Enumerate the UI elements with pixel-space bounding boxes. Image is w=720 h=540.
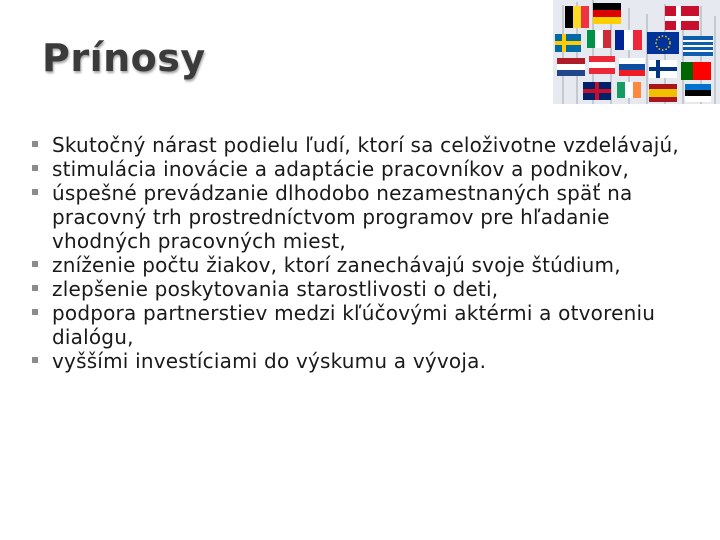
bullet-list bbox=[32, 133, 692, 373]
bullet-item bbox=[32, 253, 692, 277]
bullet-text: stimulácia inovácie a adaptácie pracovníkov a podnikov, bbox=[52, 157, 630, 181]
bullet-marker-icon bbox=[32, 309, 38, 315]
bullet-item bbox=[32, 301, 692, 349]
bullet-marker-icon bbox=[32, 189, 38, 195]
bullet-text: zlepšenie poskytovania starostlivosti o deti, bbox=[52, 277, 499, 301]
bullet-marker-icon bbox=[32, 165, 38, 171]
flags-image bbox=[553, 0, 720, 104]
bullet-text: Skutočný nárast podielu ľudí, ktorí sa celoživotne vzdelávajú, bbox=[52, 133, 679, 157]
slide-title: Prínosy bbox=[42, 36, 206, 80]
bullet-item bbox=[32, 133, 692, 157]
bullet-text: podpora partnerstiev medzi kľúčovými aktérmi a otvoreniu dialógu, bbox=[52, 301, 656, 349]
bullet-marker-icon bbox=[32, 285, 38, 291]
bullet-item bbox=[32, 277, 692, 301]
bullet-marker-icon bbox=[32, 261, 38, 267]
bullet-text: zníženie počtu žiakov, ktorí zanechávajú svoje štúdium, bbox=[52, 253, 621, 277]
bullet-text: úspešné prevádzanie dlhodobo nezamestnaných späť na pracovný trh prostredníctvom programov pre hľadanie vhodných pracovných miest, bbox=[52, 181, 633, 253]
bullet-marker-icon bbox=[32, 141, 38, 147]
bullet-item bbox=[32, 349, 692, 373]
bullet-item bbox=[32, 157, 692, 181]
bullet-marker-icon bbox=[32, 357, 38, 363]
bullet-text: vyššími investíciami do výskumu a vývoja. bbox=[52, 349, 487, 373]
bullet-item bbox=[32, 181, 692, 253]
flags-illustration bbox=[553, 0, 720, 104]
